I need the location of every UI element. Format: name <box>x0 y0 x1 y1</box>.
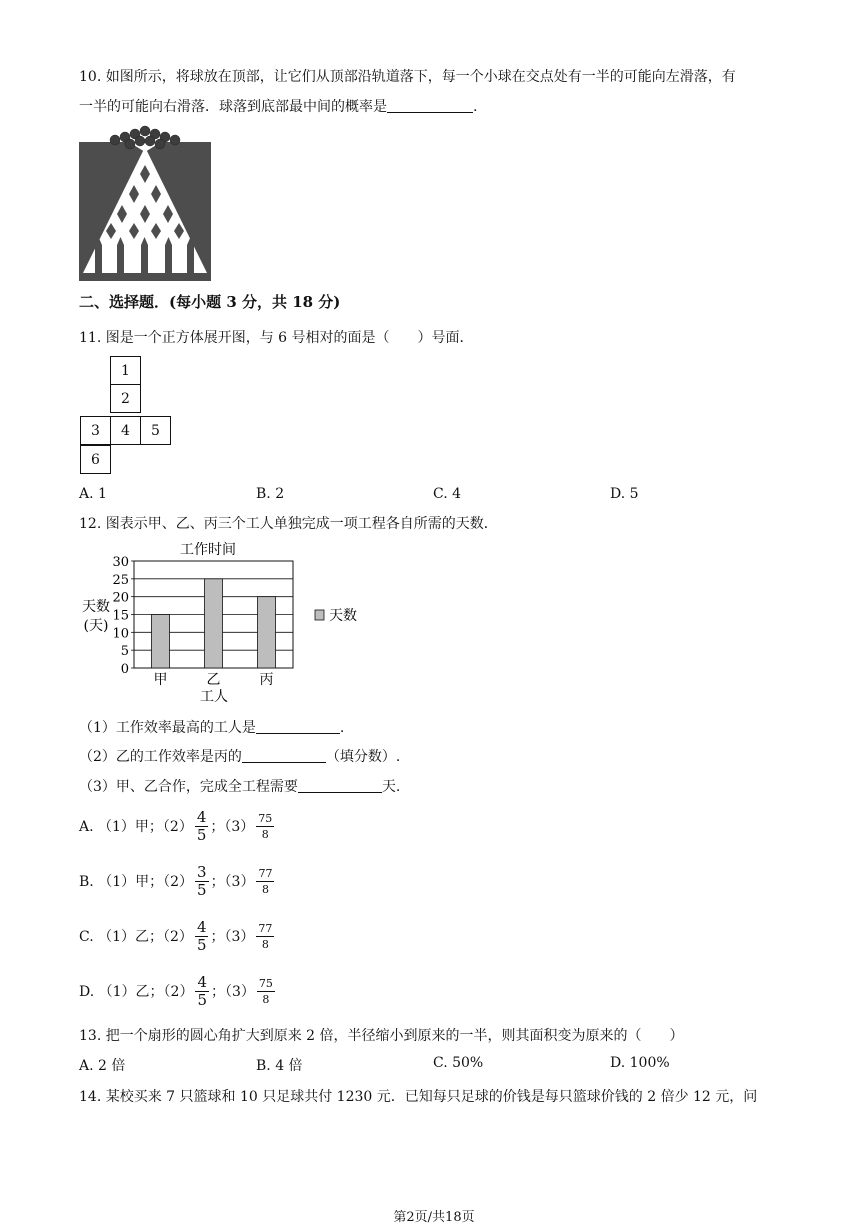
legend-swatch <box>315 610 324 620</box>
y-tick-label: 10 <box>112 626 129 642</box>
denominator: 8 <box>261 937 269 951</box>
q13-option-d: D. 100% <box>610 1055 670 1071</box>
q10-answer-blank <box>387 98 473 113</box>
option-label: D. （1）乙；（2） <box>79 984 194 1000</box>
fraction <box>195 919 209 954</box>
y-tick-label: 0 <box>120 662 129 677</box>
y-tick-label: 25 <box>112 572 129 588</box>
slot-wall <box>117 245 124 281</box>
denominator: 5 <box>197 880 207 899</box>
denominator: 8 <box>261 882 269 896</box>
q11-stem: 11. 图是一个正方体展开图，与 6 号相对的面是（ ）号面． <box>79 330 474 346</box>
y-tick-label: 15 <box>112 608 129 624</box>
q12-option-d <box>79 966 277 1016</box>
y-tick-label: 30 <box>112 555 129 570</box>
numerator: 4 <box>196 917 207 936</box>
option-mid: ；（3） <box>210 874 255 890</box>
y-axis-ticks <box>112 555 129 677</box>
work-time-bar-chart <box>72 537 372 707</box>
slot-wall <box>95 245 102 281</box>
numerator: 77 <box>258 921 273 935</box>
net-face: 4 <box>110 416 141 445</box>
bar-甲 <box>152 615 170 669</box>
x-axis-ticks <box>154 672 274 688</box>
denominator: 5 <box>196 825 207 844</box>
fraction <box>256 866 274 897</box>
chart-title: 工作时间 <box>180 542 236 558</box>
fraction <box>195 809 209 844</box>
denominator: 8 <box>262 992 270 1006</box>
y-axis-label-line2: (天) <box>83 618 109 634</box>
page-number: 第2页/共18页 <box>393 1210 475 1225</box>
net-face: 1 <box>110 356 141 385</box>
q12-sub3-blank <box>298 778 382 793</box>
q11-option-c: C. 4 <box>433 486 462 502</box>
net-face: 6 <box>80 445 111 474</box>
numerator: 77 <box>258 866 273 880</box>
fraction <box>195 864 209 899</box>
fraction <box>195 974 209 1009</box>
q11-option-b: B. 2 <box>256 486 285 502</box>
denominator: 8 <box>261 827 269 841</box>
bar-丙 <box>258 597 276 668</box>
option-mid: ；（3） <box>210 819 255 835</box>
section-2-title: 二、选择题．(每小题 3 分，共 18 分) <box>79 293 341 311</box>
option-label: B. （1）甲；（2） <box>79 874 194 890</box>
q12-sub3 <box>79 776 400 796</box>
q12-sub1-blank <box>256 719 340 734</box>
numerator: 3 <box>197 862 207 881</box>
q10-line2-text: 一半的可能向右滑落．球落到底部最中间的概率是 <box>79 99 387 115</box>
y-axis-label-line1: 天数 <box>82 599 110 615</box>
denominator: 5 <box>196 935 207 954</box>
y-tick-label: 20 <box>112 590 129 606</box>
q11-option-d: D. 5 <box>610 486 639 502</box>
q12-sub1 <box>79 717 344 737</box>
fraction <box>257 976 275 1007</box>
slot-wall <box>141 245 148 281</box>
numerator: 75 <box>258 811 273 825</box>
q12-sub2-blank <box>242 748 326 763</box>
x-tick-label: 甲 <box>153 672 168 688</box>
option-label: C. （1）乙；（2） <box>79 929 193 945</box>
chart-bars <box>152 579 276 668</box>
q12-option-a <box>79 801 276 851</box>
q10-line2 <box>79 96 477 116</box>
numerator: 4 <box>196 807 207 826</box>
q12-sub1-text: （1）工作效率最高的工人是 <box>79 720 256 736</box>
q12-sub3-text: （3）甲、乙合作，完成全工程需要 <box>79 779 298 795</box>
y-tick-label: 5 <box>120 644 129 660</box>
fraction <box>256 811 274 842</box>
q12-stem: 12. 图表示甲、乙、丙三个工人单独完成一项工程各自所需的天数． <box>79 516 498 532</box>
q13-stem: 13. 把一个扇形的圆心角扩大到原来 2 倍，半径缩小到原来的一半，则其面积变为原来的（ ） <box>79 1028 684 1044</box>
net-face: 3 <box>80 416 111 445</box>
q14-stem: 14. 某校买来 7 只篮球和 10 只足球共付 1230 元．已知每只足球的价钱是每只篮球价钱的 2 倍少 12 元，问 <box>79 1089 758 1105</box>
option-label: A. （1）甲；（2） <box>79 819 193 835</box>
slot-wall <box>187 245 194 281</box>
q12-option-b <box>79 856 276 906</box>
q13-option-b: B. 4 倍 <box>256 1058 303 1074</box>
q12-sub2-end: （填分数）. <box>325 749 401 765</box>
q12-option-c <box>79 911 276 961</box>
option-mid: ；（3） <box>211 984 255 1000</box>
q12-sub1-end: . <box>339 720 345 736</box>
legend-label: 天数 <box>329 608 357 624</box>
bar-乙 <box>205 579 223 668</box>
q12-sub3-end: 天. <box>381 779 401 795</box>
net-face: 5 <box>140 416 171 445</box>
x-tick-label: 丙 <box>259 672 274 688</box>
q10-line2-end: . <box>473 99 478 115</box>
q12-sub2 <box>79 746 400 766</box>
numerator: 75 <box>258 976 273 990</box>
q13-option-a: A. 2 倍 <box>79 1058 126 1074</box>
option-mid: ；（3） <box>210 929 255 945</box>
q11-option-a: A. 1 <box>79 486 107 502</box>
slot-wall <box>165 245 172 281</box>
q10-line1: 10. 如图所示，将球放在顶部，让它们从顶部沿轨道落下，每一个小球在交点处有一半的可能向左滑落，有 <box>79 69 736 85</box>
net-face: 2 <box>110 384 141 413</box>
q12-sub2-text: （2）乙的工作效率是丙的 <box>79 749 242 765</box>
fraction <box>256 921 274 952</box>
galton-board-figure <box>79 125 211 282</box>
x-tick-label: 乙 <box>206 672 221 688</box>
x-axis-label: 工人 <box>200 689 228 705</box>
numerator: 4 <box>197 972 207 991</box>
q13-option-c: C. 50% <box>433 1055 484 1071</box>
denominator: 5 <box>197 990 207 1009</box>
